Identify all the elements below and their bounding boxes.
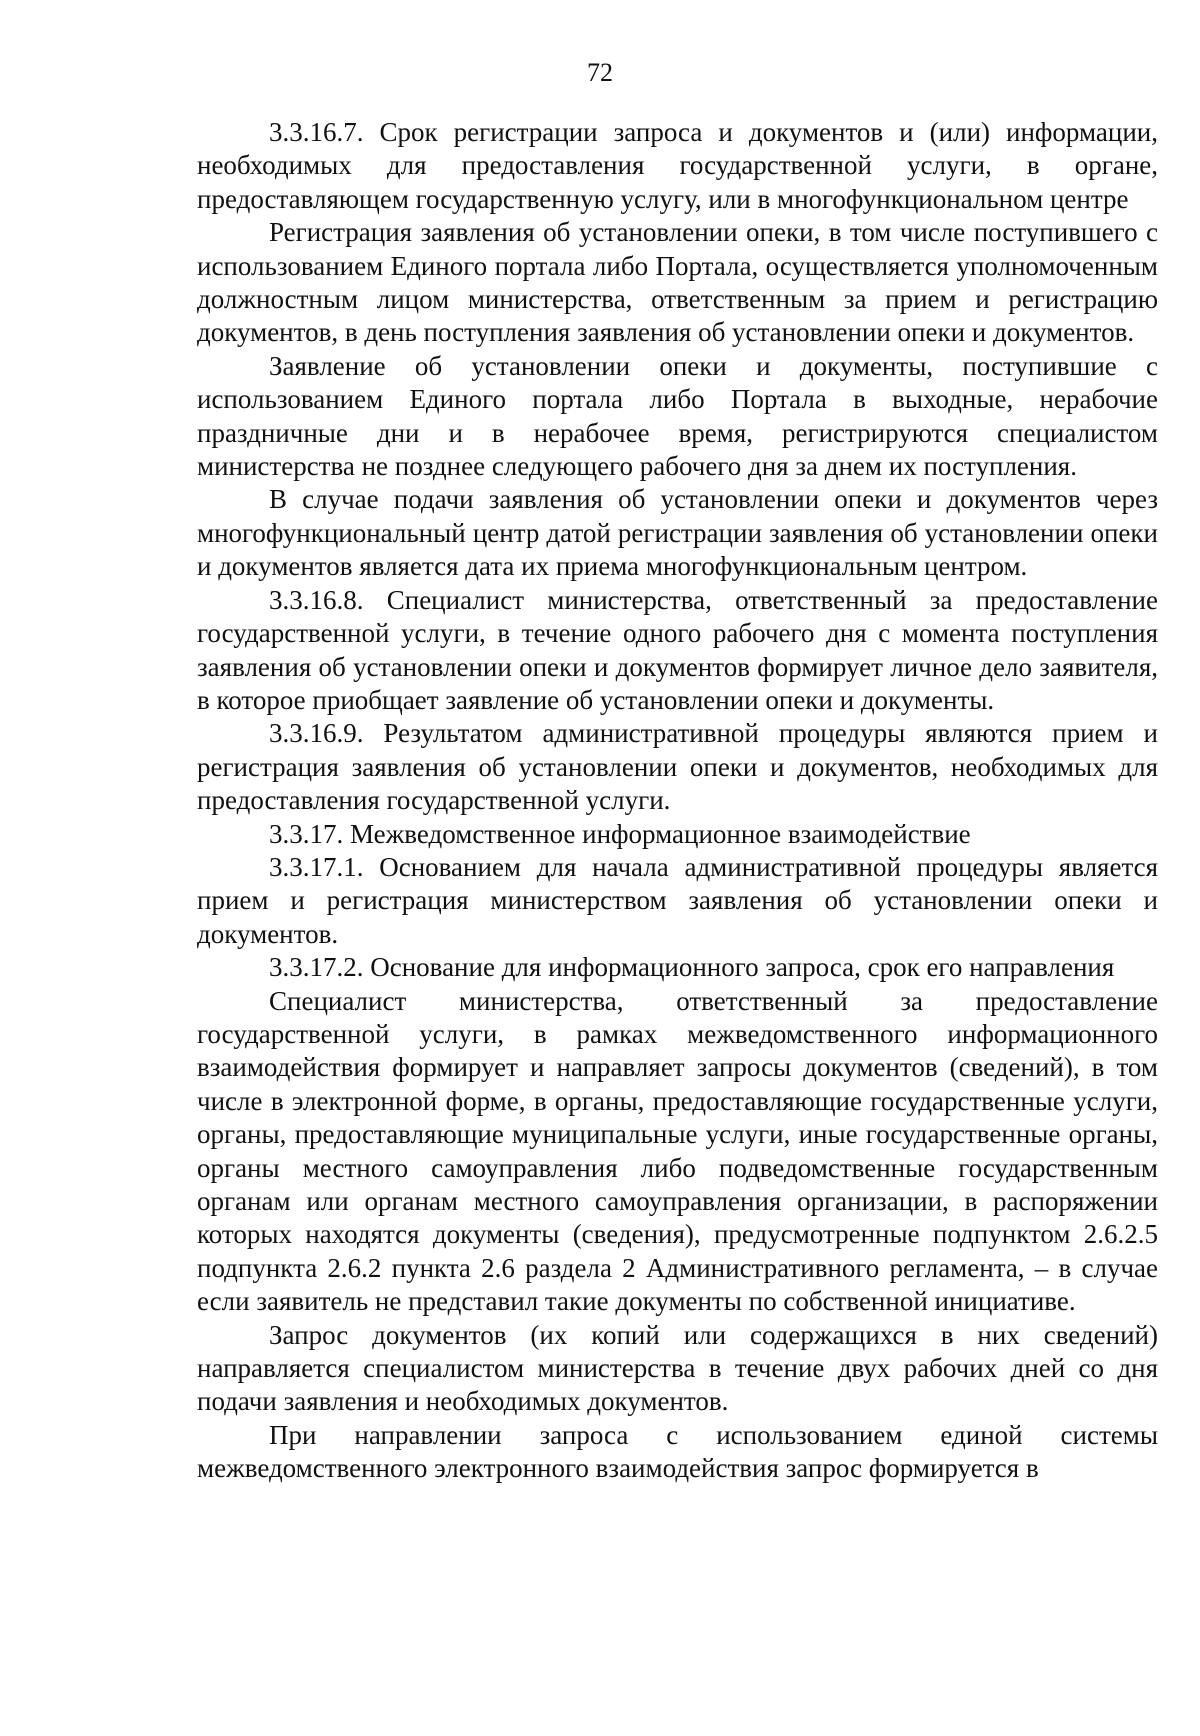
paragraph-3-3-17-2: 3.3.17.2. Основание для информационного запроса, срок его направления <box>269 952 1115 983</box>
paragraph-mfc-registration: В случае подачи заявления об установлении опеки и документов через многофункциональный центр датой регистрации заявления об установлении опеки и документов является дата их приема многофункциональным центром. <box>197 484 1158 582</box>
paragraph-request-timing: Запрос документов (их копий или содержащихся в них сведений) направляется специалистом министерства в течение двух рабочих дней со дня подачи заявления и необходимых документов. <box>197 1319 1158 1417</box>
paragraph-electronic-request: При направлении запроса с использованием единой системы межведомственного электронного взаимодействия запрос формируется в <box>197 1419 1158 1484</box>
document-body <box>197 116 1158 1486</box>
section-heading-3-3-17: 3.3.17. Межведомственное информационное взаимодействие <box>269 818 971 849</box>
paragraph-interagency-requests: Специалист министерства, ответственный за предоставление государственной услуги, в рамках межведомственного информационного взаимодействия формирует и направляет запросы документов (сведений), в том числе в электронной форме, в органы, предоставляющие государственные услуги, органы, предоставляющие муниципальные услуги, иные государственные органы, органы местного самоуправления либо подведомственные государственным органам или органам местного самоуправления организации, в распоряжении которых находятся документы (сведения), предусмотренные подпунктом 2.6.2.5 подпункта 2.6.2 пункта 2.6 раздела 2 Административного регламента, – в случае если заявитель не представил такие документы по собственной инициативе. <box>197 985 1158 1317</box>
paragraph-3-3-16-7: 3.3.16.7. Срок регистрации запроса и документов и (или) информации, необходимых для предоставления государственной услуги, в органе, предоставляющем государственную услугу, или в многофункциональном центре <box>197 117 1158 214</box>
paragraph-3-3-17-1: 3.3.17.1. Основанием для начала административной процедуры является прием и регистрация министерством заявления об установлении опеки и документов. <box>197 851 1158 949</box>
paragraph-3-3-16-8: 3.3.16.8. Специалист министерства, ответственный за предоставление государственной услуги, в течение одного рабочего дня с момента поступления заявления об установлении опеки и документов формирует личное дело заявителя, в которое приобщает заявление об установлении опеки и документы. <box>197 584 1158 715</box>
paragraph-registration: Регистрация заявления об установлении опеки, в том числе поступившего с использованием Единого портала либо Портала, осуществляется уполномоченным должностным лицом министерства, ответственным за прием и регистрацию документов, в день поступления заявления об установлении опеки и документов. <box>197 217 1158 348</box>
page-number: 72 <box>587 58 613 87</box>
paragraph-3-3-16-9: 3.3.16.9. Результатом административной процедуры являются прием и регистрация заявления об установлении опеки и документов, необходимых для предоставления государственной услуги. <box>197 718 1158 816</box>
paragraph-holiday-registration: Заявление об установлении опеки и документы, поступившие с использованием Единого портала либо Портала в выходные, нерабочие праздничные дни и в нерабочее время, регистрируются специалистом министерства не позднее следующего рабочего дня за днем их поступления. <box>197 350 1158 482</box>
